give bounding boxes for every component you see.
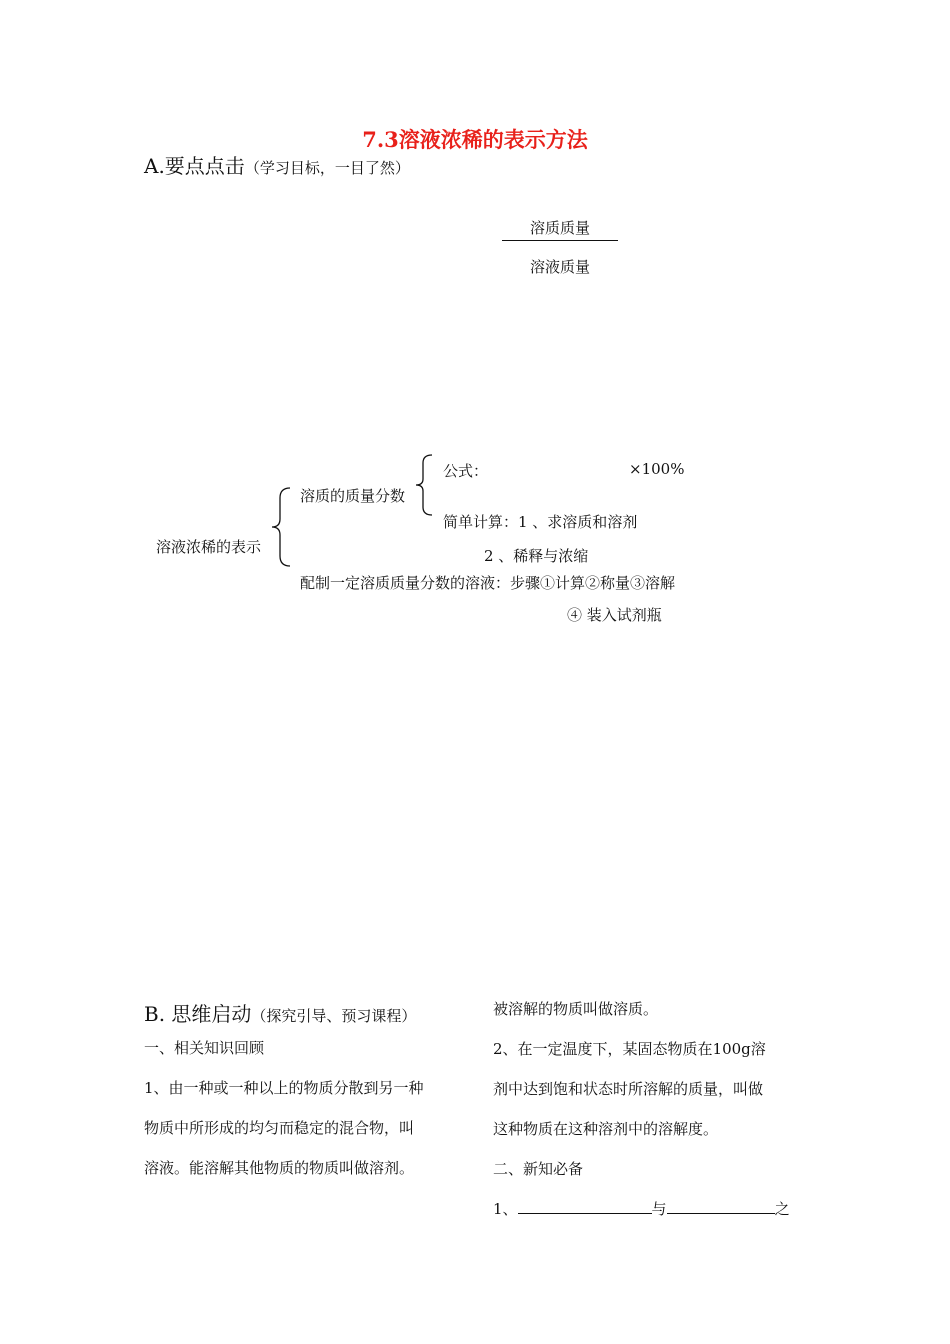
section-b-right-column [493,989,790,1229]
mindmap-branch-preparation: 配制一定溶质质量分数的溶液：步骤①计算②称量③溶解 [300,574,676,592]
fraction-denominator: 溶液质量 [529,258,590,276]
formula-suffix: ×100% [629,460,685,478]
preparation-step-4: ④ 装入试剂瓶 [567,606,662,624]
section-b-subtitle: （探究引导、预习课程） [251,1007,417,1025]
root-brace-icon [270,486,292,568]
text-line: 1、由一种或一种以上的物质分散到另一种 [144,1079,424,1097]
dilution-item: 2 、稀释与浓缩 [484,547,589,565]
text-line: 被溶解的物质叫做溶质。 [493,1000,659,1018]
text-line: 溶液。能溶解其他物质的物质叫做溶剂。 [144,1159,415,1177]
section-a-heading [144,150,410,179]
section-b-heading [144,998,416,1027]
simple-calculation: 简单计算：1 、求溶质和溶剂 [443,513,638,531]
fill-prefix: 1、 [493,1200,518,1218]
fill-mid: 与 [651,1200,667,1218]
text-line: 二、新知必备 [493,1160,584,1178]
fraction-numerator: 溶质质量 [502,217,618,241]
mindmap-branch-mass-fraction: 溶质的质量分数 [300,487,406,505]
branch-brace-icon [414,453,434,517]
section-b-left-column [144,1028,424,1188]
answer-blank-2[interactable] [667,1197,775,1214]
fill-in-line [493,1189,790,1229]
section-a-title: A.要点点击 [144,154,245,178]
text-line: 这种物质在这种溶剂中的溶解度。 [493,1120,719,1138]
fill-end: 之 [774,1200,790,1218]
section-a-subtitle: （学习目标，一目了然） [244,159,410,177]
answer-blank-1[interactable] [518,1197,652,1214]
mindmap-root: 溶液浓稀的表示 [156,538,262,556]
text-line: 剂中达到饱和状态时所溶解的质量，叫做 [493,1080,764,1098]
section-b-title: B. 思维启动 [144,1002,252,1026]
formula-label: 公式： [443,462,489,480]
text-line: 2、在一定温度下，某固态物质在100g溶 [493,1040,766,1058]
text-line: 物质中所形成的均匀而稳定的混合物，叫 [144,1119,415,1137]
page-title: 7.3溶液浓稀的表示方法 [362,127,588,152]
text-line: 一、相关知识回顾 [144,1039,265,1057]
